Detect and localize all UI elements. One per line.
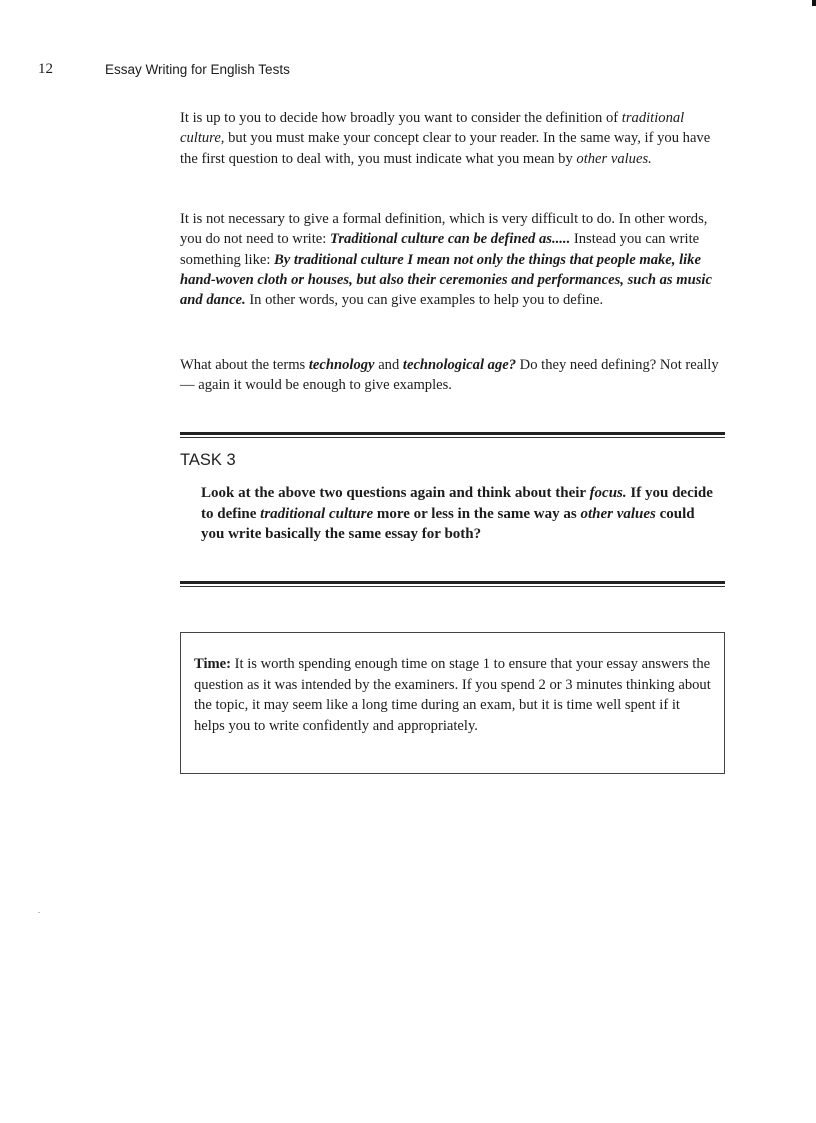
- time-tip-box: [180, 632, 725, 774]
- scan-speck: [38, 912, 40, 913]
- text-run: but you must make your concept clear to your reader. In the same way, if you have the first question to deal with, you must indicate what you mean by: [180, 130, 711, 167]
- thick-line: [180, 581, 725, 584]
- emphasis-term: traditional culture: [260, 505, 374, 522]
- text-run: In other words, you can give examples to help you to define.: [245, 292, 604, 309]
- paragraph-text: [180, 209, 725, 310]
- text-run: Do they need defining? Not really — again it would be enough to give examples.: [180, 357, 719, 394]
- task-text: [201, 483, 721, 545]
- running-head: [38, 61, 738, 81]
- text-run: more or less in the same way as: [373, 505, 581, 522]
- time-label: Time:: [194, 656, 232, 672]
- paragraph-formal-definition: [180, 209, 725, 310]
- corner-mark: [812, 0, 816, 6]
- task-bottom-rule: [180, 581, 725, 587]
- paragraph-text: [180, 355, 725, 396]
- thin-line: [180, 437, 725, 438]
- text-run: and: [374, 357, 403, 373]
- paragraph-text: [180, 108, 725, 169]
- task-top-rule: [180, 432, 725, 438]
- text-run: If you decide to define: [201, 485, 713, 522]
- emphasis-term: other values.: [576, 150, 652, 167]
- task-heading: TASK 3: [180, 451, 236, 469]
- emphasis-term: technology: [308, 357, 375, 373]
- example-quote: By traditional culture I mean not only the things that people make, like hand-woven cloth or houses, but also their ceremonies and performances, such as music and dance.: [180, 251, 712, 309]
- thin-line: [180, 586, 725, 587]
- paragraph-technology-terms: [180, 355, 725, 396]
- text-run: Look at the above two questions again and think about their: [201, 485, 590, 501]
- text-run: It is worth spending enough time on stage 1 to ensure that your essay answers the question as it was intended by the examiners. If you spend 2 or 3 minutes thinking about the topic, it may seem like a long time during an exam, but it is time well spent if it helps you to write confidently and appropriately.: [194, 656, 711, 734]
- paragraph-definition: [180, 108, 725, 169]
- example-quote: Traditional culture can be defined as.....: [329, 231, 571, 248]
- emphasis-term: other values: [580, 505, 656, 522]
- text-run: Instead you can write something like:: [180, 231, 700, 268]
- emphasis-term: technological age?: [402, 357, 517, 373]
- page-number: 12: [38, 61, 53, 77]
- thick-line: [180, 432, 725, 435]
- emphasis-term: focus.: [589, 485, 627, 501]
- text-run: It is not necessary to give a formal definition, which is very difficult to do. In other words, you do not need to write:: [180, 211, 708, 248]
- book-title: Essay Writing for English Tests: [105, 62, 290, 77]
- task-body: [201, 483, 721, 545]
- time-tip-text: [194, 654, 714, 736]
- text-run: It is up to you to decide how broadly you want to consider the definition of: [180, 110, 622, 126]
- text-run: could you write basically the same essay for both?: [201, 505, 695, 542]
- emphasis-term: traditional culture,: [180, 110, 685, 147]
- text-run: What about the terms: [180, 357, 309, 373]
